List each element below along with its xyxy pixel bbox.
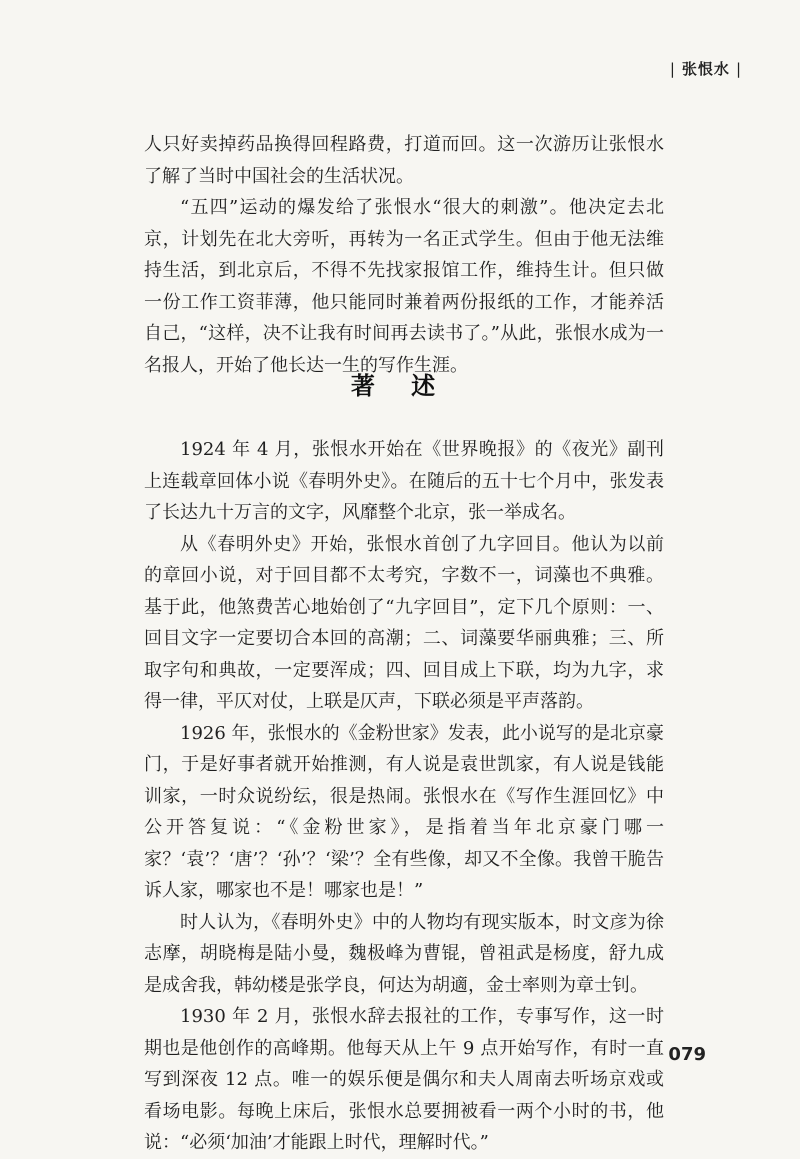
running-header [664,58,748,79]
header-bar-left: | [669,60,676,78]
intro-paragraph-continued: 人只好卖掉药品换得回程路费，打道而回。这一次游历让张恨水了解了当时中国社会的生活状况。 [144,134,664,187]
works-paragraph: 从《春明外史》开始，张恨水首创了九字回目。他认为以前的章回小说，对于回目都不太考究，字数不一，词藻也不典雅。基于此，他煞费苦心地始创了“九字回目”，定下几个原则：一、回目文字一定要切合本回的高潮；二、词藻要华丽典雅；三、所取字句和典故，一定要浑成；四、回目成上下联，均为九字，求得一律，平仄对仗，上联是仄声，下联必须是平声落韵。 [144,533,664,712]
works-paragraph: 1924 年 4 月，张恨水开始在《世界晚报》的《夜光》副刊上连载章回体小说《春明外史》。在随后的五十七个月中，张发表了长达九十万言的文字，风靡整个北京，张一举成名。 [144,439,664,523]
header-bar-right: | [735,60,742,78]
works-text-block [144,434,664,1159]
works-paragraph: 1926 年，张恨水的《金粉世家》发表，此小说写的是北京豪门，于是好事者就开始推测，有人说是袁世凯家，有人说是钱能训家，一时众说纷纭，很是热闹。张恨水在《写作生涯回忆》中公开答复说：“《金粉世家》，是指着当年北京豪门哪一家？‘袁’？‘唐’？‘孙’？‘梁’？全有些像，却又不全像。我曾干脆告诉人家，哪家也不是！哪家也是！” [144,722,664,901]
page-number: 079 [668,1044,706,1065]
works-paragraph: 1930 年 2 月，张恨水辞去报社的工作，专事写作，这一时期也是他创作的高峰期。他每天从上午 9 点开始写作，有时一直写到深夜 12 点。唯一的娱乐便是偶尔和夫人周南去听场京戏或看场电影。每晚上床后，张恨水总要拥被看一两个小时的书，他说：“必须‘加油’才能跟上时代，理解时代。” [144,1006,664,1153]
intro-text-block [144,129,664,381]
section-title: 著 述 [350,372,450,400]
intro-paragraph: “五四”运动的爆发给了张恨水“很大的刺激”。他决定去北京，计划先在北大旁听，再转为一名正式学生。但由于他无法维持生活，到北京后，不得不先找家报馆工作，维持生计。但只做一份工作工资菲薄，他只能同时兼着两份报纸的工作，才能养活自己，“这样，决不让我有时间再去读书了。”从此，张恨水成为一名报人，开始了他长达一生的写作生涯。 [144,197,664,376]
works-paragraph: 时人认为，《春明外史》中的人物均有现实版本，时文彦为徐志摩，胡晓梅是陆小曼，魏极峰为曹锟，曾祖武是杨度，舒九成是成舍我，韩幼楼是张学良，何达为胡適，金士率则为章士钊。 [144,911,664,996]
running-title: 张恨水 [681,60,730,78]
